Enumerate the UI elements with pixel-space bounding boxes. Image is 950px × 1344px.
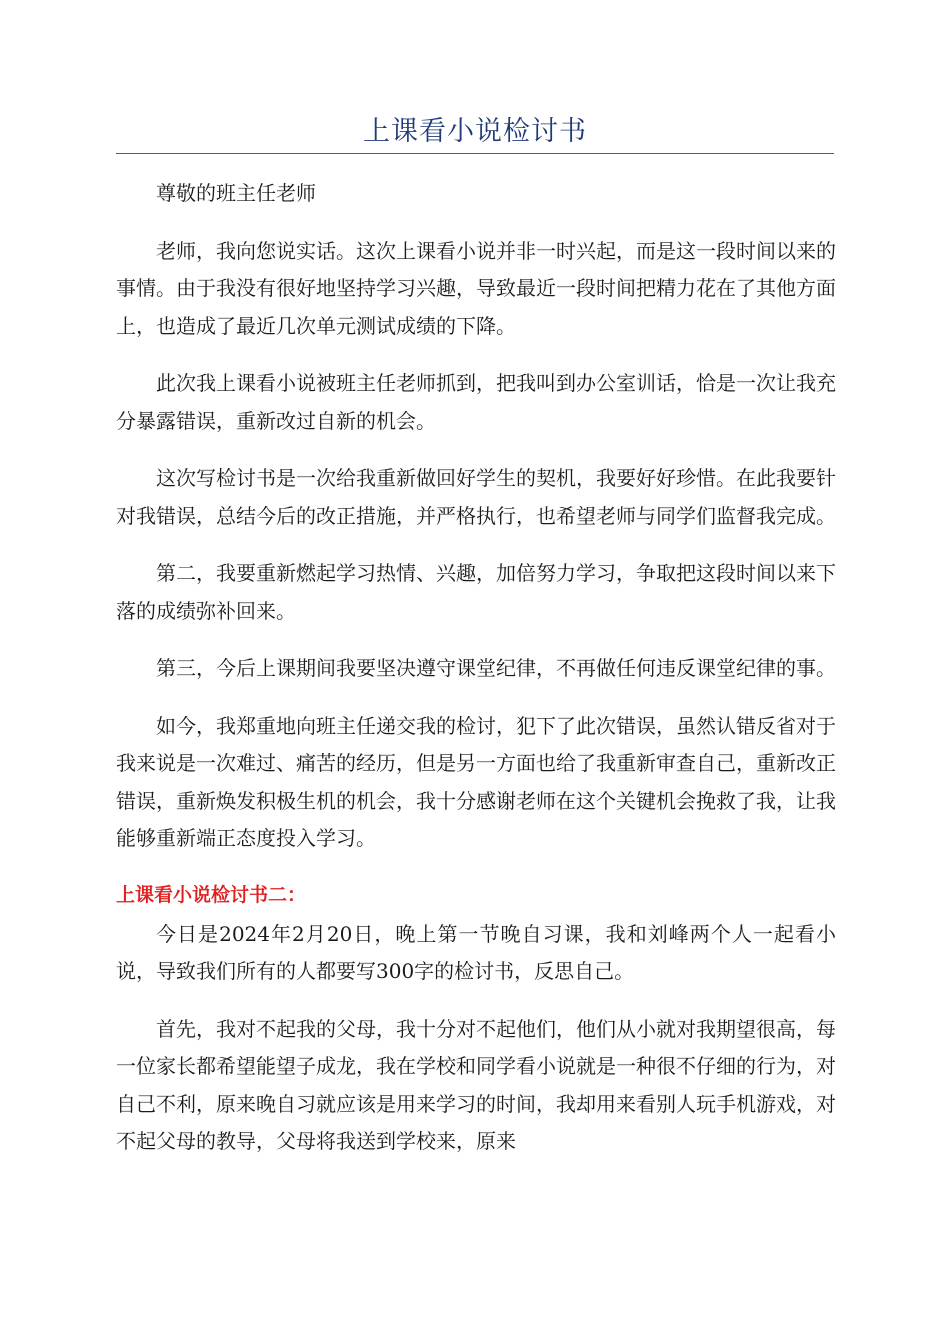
paragraph-2: 此次我上课看小说被班主任老师抓到，把我叫到办公室训话，恰是一次让我充分暴露错误，重新改过自新的机会。 — [116, 371, 836, 433]
salutation: 尊敬的班主任老师 — [156, 181, 316, 205]
paragraph-3: 这次写检讨书是一次给我重新做回好学生的契机，我要好好珍惜。在此我要针对我错误，总结今后的改正措施，并严格执行，也希望老师与同学们监督我完成。 — [116, 466, 836, 528]
document-title: 上课看小说检讨书 — [363, 116, 587, 147]
section2-paragraph-2: 首先，我对不起我的父母，我十分对不起他们，他们从小就对我期望很高，每一位家长都希望能望子成龙，我在学校和同学看小说就是一种很不仔细的行为，对自己不利，原来晚自习就应该是用来学习的时间，我却用来看别人玩手机游戏，对不起父母的教导，父母将我送到学校来，原来 — [116, 1016, 836, 1153]
paragraph-5: 第三，今后上课期间我要坚决遵守课堂纪律，不再做任何违反课堂纪律的事。 — [156, 656, 836, 680]
title-underline — [116, 153, 834, 154]
paragraph-6: 如今，我郑重地向班主任递交我的检讨，犯下了此次错误，虽然认错反省对于我来说是一次难过、痛苦的经历，但是另一方面也给了我重新审查自己，重新改正错误，重新焕发积极生机的机会，我十分感谢老师在这个关键机会挽救了我，让我能够重新端正态度投入学习。 — [116, 713, 836, 850]
document-body — [116, 175, 836, 1181]
paragraph-1: 老师，我向您说实话。这次上课看小说并非一时兴起，而是这一段时间以来的事情。由于我没有很好地坚持学习兴趣，导致最近一段时间把精力花在了其他方面上，也造成了最近几次单元测试成绩的下降。 — [116, 238, 836, 338]
section-heading-2: 上课看小说检讨书二： — [116, 883, 307, 906]
paragraph-4: 第二，我要重新燃起学习热情、兴趣，加倍努力学习，争取把这段时间以来下落的成绩弥补回来。 — [116, 561, 836, 623]
section2-paragraph-1: 今日是2024年2月20日，晚上第一节晚自习课，我和刘峰两个人一起看小说，导致我们所有的人都要写300字的检讨书，反思自己。 — [116, 921, 836, 983]
